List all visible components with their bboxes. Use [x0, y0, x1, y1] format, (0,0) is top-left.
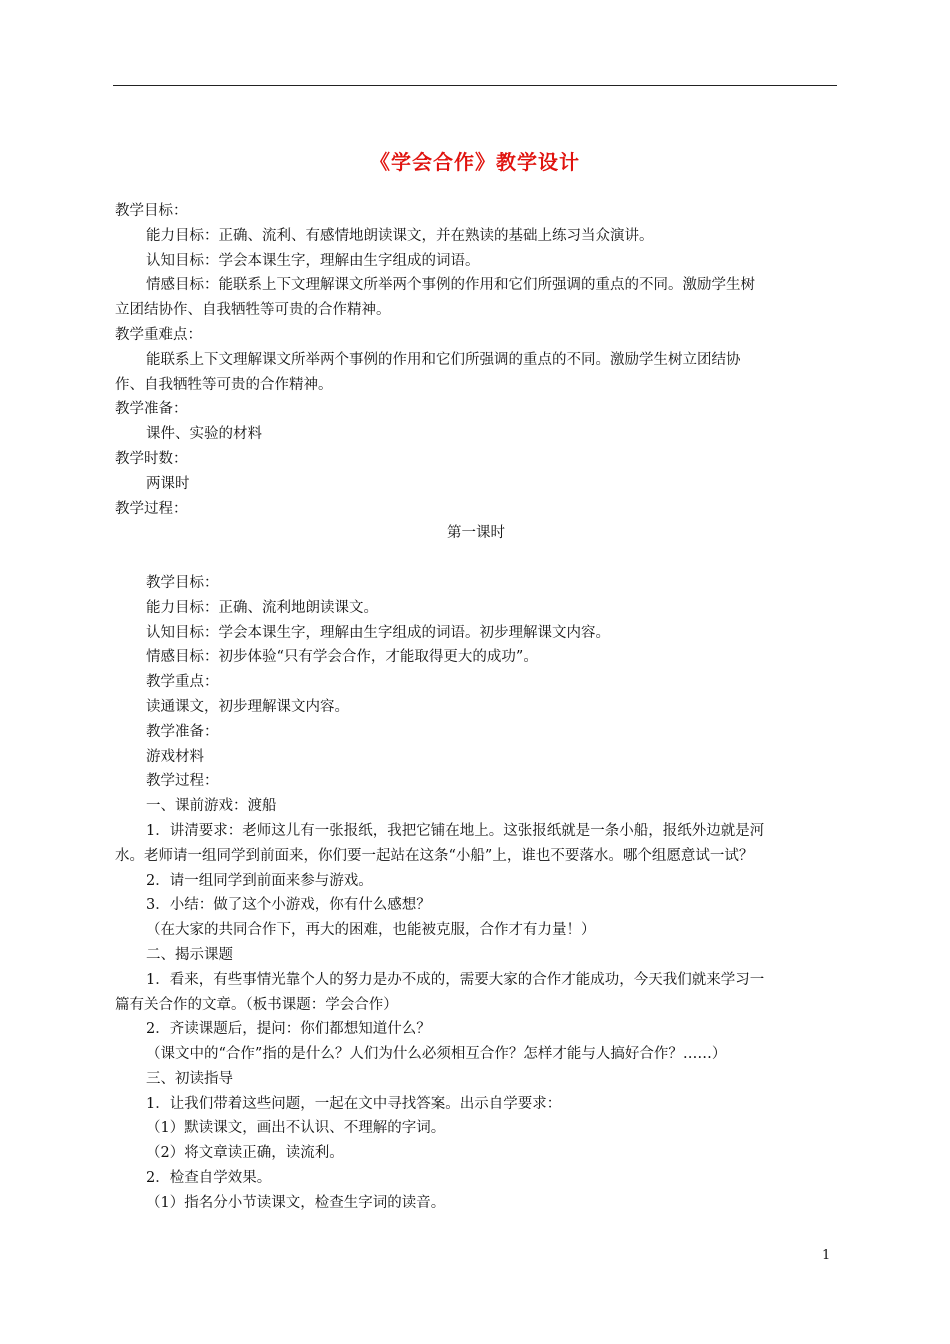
body-line: 认知目标：学会本课生字，理解由生字组成的词语。初步理解课文内容。 — [146, 624, 610, 641]
body-line: 情感目标：初步体验“只有学会合作，才能取得更大的成功”。 — [146, 649, 538, 666]
body-line: 教学目标： — [115, 203, 188, 219]
body-line: 认知目标：学会本课生字，理解由生字组成的词语。 — [146, 252, 480, 269]
body-line: 水。老师请一组同学到前面来，你们要一起站在这条“小船”上，谁也不要落水。哪个组愿意试一试？ — [115, 847, 754, 864]
body-line: （1）默读课文，画出不认识、不理解的字词。 — [146, 1120, 446, 1137]
body-line: （在大家的共同合作下，再大的困难，也能被克服，合作才有力量！） — [146, 922, 596, 939]
body-line: 一、课前游戏：渡船 — [146, 798, 277, 815]
body-line: 教学准备： — [115, 401, 188, 418]
body-line: 教学准备： — [146, 723, 219, 740]
body-line: 立团结协作、自我牺牲等可贵的合作精神。 — [115, 302, 391, 319]
document-body — [115, 199, 837, 1216]
body-line: 游戏材料 — [146, 748, 204, 765]
body-line: 能力目标：正确、流利、有感情地朗读课文，并在熟读的基础上练习当众演讲。 — [146, 227, 654, 244]
body-line: 情感目标：能联系上下文理解课文所举两个事例的作用和它们所强调的重点的不同。激励学生树 — [146, 277, 755, 294]
body-line: 教学重点： — [146, 674, 219, 691]
body-line: 3．小结：做了这个小游戏，你有什么感想？ — [146, 897, 431, 914]
document-title: 《学会合作》教学设计 — [370, 150, 580, 174]
body-line: 2．检查自学效果。 — [146, 1170, 272, 1187]
body-line — [115, 546, 837, 571]
body-line: （1）指名分小节读课文，检查生字词的读音。 — [146, 1194, 446, 1211]
section-heading: 第一课时 — [447, 525, 505, 542]
body-line: 教学过程： — [146, 773, 219, 790]
body-line: 教学目标： — [146, 574, 219, 591]
header-rule — [113, 85, 837, 86]
body-line: 教学过程： — [115, 500, 188, 517]
body-line: 2．请一组同学到前面来参与游戏。 — [146, 872, 373, 889]
page-number: 1 — [822, 1248, 831, 1263]
body-line: 读通课文，初步理解课文内容。 — [146, 698, 349, 715]
body-line: 两课时 — [146, 475, 190, 492]
body-line: 课件、实验的材料 — [146, 426, 262, 443]
body-line: 二、揭示课题 — [146, 946, 233, 963]
body-line: 能力目标：正确、流利地朗读课文。 — [146, 599, 378, 616]
body-line: （课文中的“合作”指的是什么？人们为什么必须相互合作？怎样才能与人搞好合作？……） — [146, 1046, 727, 1063]
body-line: 篇有关合作的文章。（板书课题：学会合作） — [115, 996, 398, 1013]
body-line: （2）将文章读正确，读流利。 — [146, 1145, 344, 1162]
body-line: 1．让我们带着这些问题，一起在文中寻找答案。出示自学要求： — [146, 1095, 562, 1112]
body-line: 教学时数： — [115, 450, 188, 467]
body-line: 能联系上下文理解课文所举两个事例的作用和它们所强调的重点的不同。激励学生树立团结协 — [146, 351, 741, 368]
body-line: 1．看来，有些事情光靠个人的努力是办不成的，需要大家的合作才能成功，今天我们就来学习一 — [146, 971, 765, 988]
body-line: 1．讲清要求：老师这儿有一张报纸，我把它铺在地上。这张报纸就是一条小船，报纸外边就是河 — [146, 822, 765, 839]
body-line: 作、自我牺牲等可贵的合作精神。 — [115, 376, 333, 393]
body-line: 三、初读指导 — [146, 1070, 233, 1087]
body-line: 教学重难点： — [115, 326, 202, 343]
body-line: 2．齐读课题后，提问：你们都想知道什么？ — [146, 1021, 431, 1038]
